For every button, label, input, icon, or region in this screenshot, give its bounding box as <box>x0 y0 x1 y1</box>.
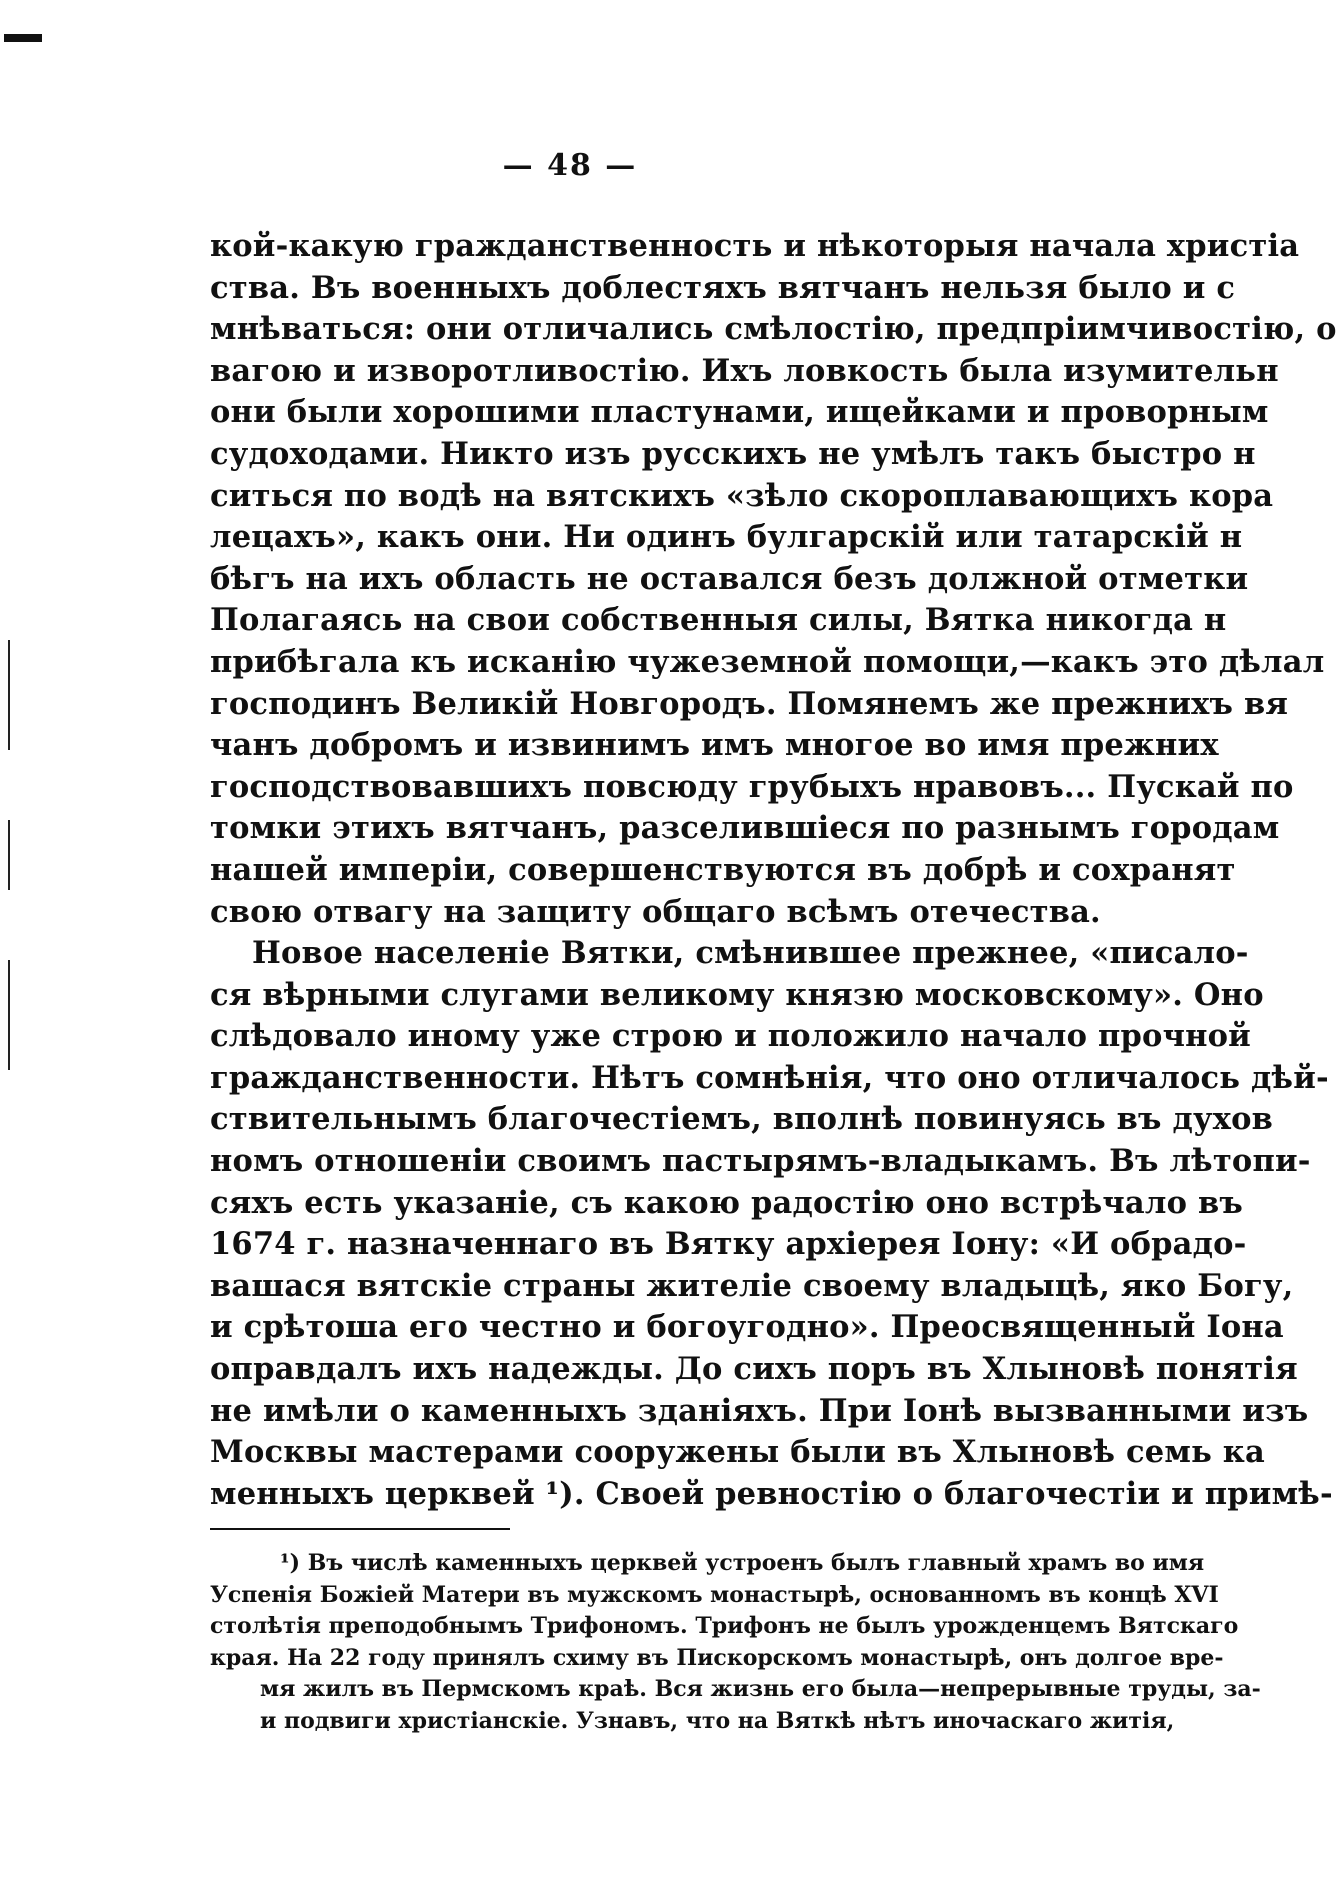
text-line: менныхъ церквей ¹). Своей ревностію о благочестіи и примѣ- <box>210 1475 1333 1512</box>
gutter-scan-mark <box>8 820 10 890</box>
footnote-line: ¹) Въ числѣ каменныхъ церквей устроенъ былъ главный храмъ во имя <box>280 1550 1205 1576</box>
text-line: ся вѣрными слугами великому князю московскому». Оно <box>210 976 1264 1013</box>
text-line: 1674 г. назначеннаго въ Вятку архіерея Іону: «И обрадо- <box>210 1226 1247 1263</box>
footnote-line: края. На 22 году принялъ схиму въ Пискорскомъ монастырѣ, онъ долгое вре- <box>210 1644 1224 1671</box>
body-text <box>210 226 1337 1515</box>
gutter-scan-mark <box>8 960 10 1070</box>
page-number: — 48 — <box>502 148 638 183</box>
footnote-line: Успенія Божіей Матери въ мужскомъ монастырѣ, основанномъ въ концѣ XVI <box>210 1581 1219 1608</box>
text-line: сяхъ есть указаніе, съ какою радостію оно встрѣчало въ <box>210 1184 1243 1221</box>
text-line: не имѣли о каменныхъ зданіяхъ. При Іонѣ вызванными изъ <box>210 1392 1309 1429</box>
text-line: мнѣваться: они отличались смѣлостію, предпріимчивостію, о <box>210 311 1337 348</box>
text-line: слѣдовало иному уже строю и положило начало прочной <box>210 1018 1252 1055</box>
text-line: господинъ Великій Новгородъ. Помянемъ же прежнихъ вя <box>210 685 1289 722</box>
text-line: чанъ добромъ и извинимъ имъ многое во имя прежних <box>210 727 1219 764</box>
gutter-scan-mark <box>8 640 10 750</box>
footnotes <box>210 1548 1261 1737</box>
footnote-line: мя жилъ въ Пермскомъ краѣ. Вся жизнь его была—непрерывные труды, за- <box>260 1676 1261 1702</box>
text-line: гражданственности. Нѣтъ сомнѣнія, что оно отличалось дѣй- <box>210 1059 1329 1096</box>
text-line: оправдалъ ихъ надежды. До сихъ поръ въ Хлыновѣ понятія <box>210 1351 1298 1388</box>
text-line: томки этихъ вятчанъ, разселившіеся по разнымъ городам <box>210 810 1280 847</box>
text-line: прибѣгала къ исканію чужеземной помощи,—какъ это дѣлал <box>210 643 1325 680</box>
text-line: и срѣтоша его честно и богоугодно». Преосвященный Іона <box>210 1309 1284 1346</box>
text-line: вагою и изворотливостію. Ихъ ловкость была изумительн <box>210 352 1279 389</box>
text-line: Москвы мастерами сооружены были въ Хлыновѣ семь ка <box>210 1434 1265 1471</box>
scan-edge-mark <box>4 34 42 42</box>
text-line: лецахъ», какъ они. Ни одинъ булгарскій или татарскій н <box>210 519 1243 556</box>
paragraph-start-line: Новое населеніе Вятки, смѣнившее прежнее, «писало- <box>252 935 1249 972</box>
footnote-separator <box>210 1528 510 1530</box>
text-line: нашей имперіи, совершенствуются въ добрѣ и сохранят <box>210 851 1236 888</box>
text-line: они были хорошими пластунами, ищейками и проворным <box>210 394 1269 431</box>
text-line: господствовавшихъ повсюду грубыхъ нравовъ... Пускай по <box>210 768 1294 805</box>
text-line: кой-какую гражданственность и нѣкоторыя начала христіа <box>210 228 1300 264</box>
text-line: ства. Въ военныхъ доблестяхъ вятчанъ нельзя было и с <box>210 269 1236 306</box>
text-line: вашася вятскіе страны жителіе своему владыцѣ, яко Богу, <box>210 1267 1294 1304</box>
text-line: ствительнымъ благочестіемъ, вполнѣ повинуясь въ духов <box>210 1101 1274 1138</box>
text-line: номъ отношеніи своимъ пастырямъ-владыкамъ. Въ лѣтопи- <box>210 1143 1311 1180</box>
text-line: ситься по водѣ на вятскихъ «зѣло скороплавающихъ кора <box>210 477 1274 514</box>
footnote-line: и подвиги христіанскіе. Узнавъ, что на Вяткѣ нѣтъ иночаскаго житія, <box>260 1707 1175 1734</box>
text-line: Полагаясь на свои собственныя силы, Вятка никогда н <box>210 602 1227 639</box>
footnote-line: столѣтія преподобнымъ Трифономъ. Трифонъ не былъ урожденцемъ Вятскаго <box>210 1613 1239 1639</box>
text-line: свою отвагу на защиту общаго всѣмъ отечества. <box>210 893 1101 930</box>
text-line: бѣгъ на ихъ область не оставался безъ должной отметки <box>210 560 1249 597</box>
text-line: судоходами. Никто изъ русскихъ не умѣлъ такъ быстро н <box>210 435 1256 472</box>
